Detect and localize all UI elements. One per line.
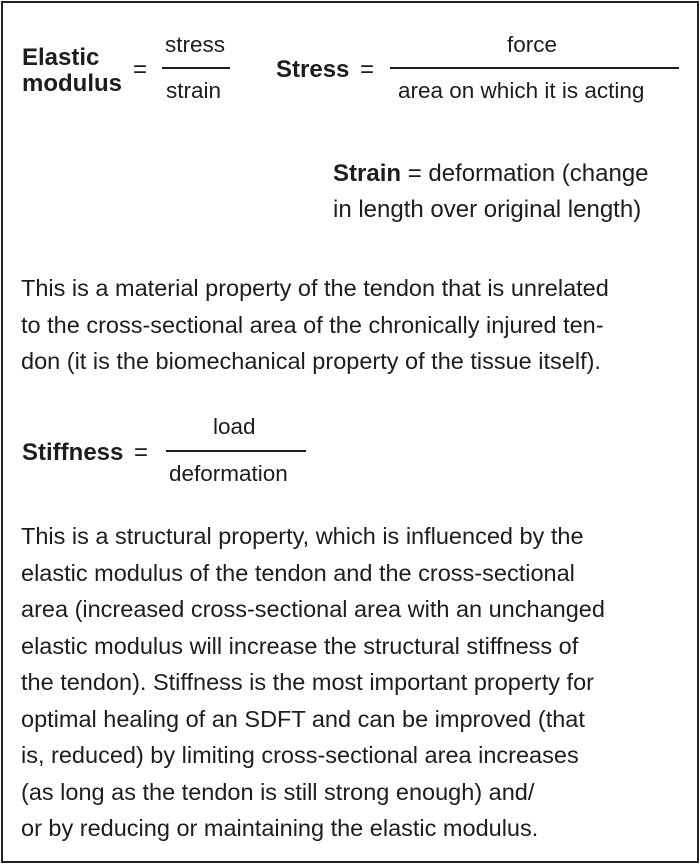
paragraph-structural-property (21, 518, 605, 847)
paragraph-line: or by reducing or maintaining the elastic modulus. (21, 815, 539, 841)
stiffness-denominator: deformation (169, 461, 288, 486)
paragraph-line: is, reduced) by limiting cross-sectional area increases (21, 742, 579, 768)
stress-equals-sign: = (360, 56, 375, 83)
paragraph-line: the tendon). Stiffness is the most important property for (21, 669, 594, 695)
elastic-label-line1: Elastic (22, 44, 100, 71)
paragraph-line: elastic modulus will increase the structural stiffness of (21, 632, 579, 659)
paragraph-line: elastic modulus of the tendon and the cross-sectional (21, 559, 575, 586)
elastic-label-line2: modulus (22, 70, 122, 97)
elastic-equals-sign: = (133, 56, 148, 83)
strain-definition-line2: in length over original length) (333, 196, 642, 223)
paragraph-line: optimal healing of an SDFT and can be improved (that (21, 705, 585, 732)
strain-line1 (333, 160, 649, 188)
paragraph-line: (as long as the tendon is still strong enough) and/ (21, 778, 535, 805)
paragraph-line: to the cross-sectional area of the chronically injured ten- (21, 311, 604, 338)
strain-label: Strain (333, 160, 402, 187)
elastic-fraction-line (162, 67, 230, 69)
stress-fraction-line (390, 67, 679, 69)
paragraph-material-property (21, 270, 609, 380)
stiffness-label: Stiffness (22, 439, 124, 466)
elastic-denominator: strain (166, 78, 222, 103)
stiffness-numerator: load (213, 414, 256, 439)
elastic-numerator: stress (165, 32, 226, 57)
stiffness-fraction-line (166, 450, 306, 452)
stress-denominator: area on which it is acting (398, 78, 645, 103)
stress-numerator: force (507, 32, 558, 57)
paragraph-line: area (increased cross-sectional area with an unchanged (21, 596, 605, 622)
paragraph-line: This is a structural property, which is influenced by the (21, 523, 584, 549)
stiffness-equals-sign: = (134, 439, 149, 466)
stress-label: Stress (276, 56, 350, 83)
paragraph-line: don (it is the biomechanical property of the tissue itself). (21, 348, 601, 374)
paragraph-line: This is a material property of the tendon that is unrelated (21, 275, 609, 301)
strain-definition-line1: = deformation (change (407, 160, 649, 187)
